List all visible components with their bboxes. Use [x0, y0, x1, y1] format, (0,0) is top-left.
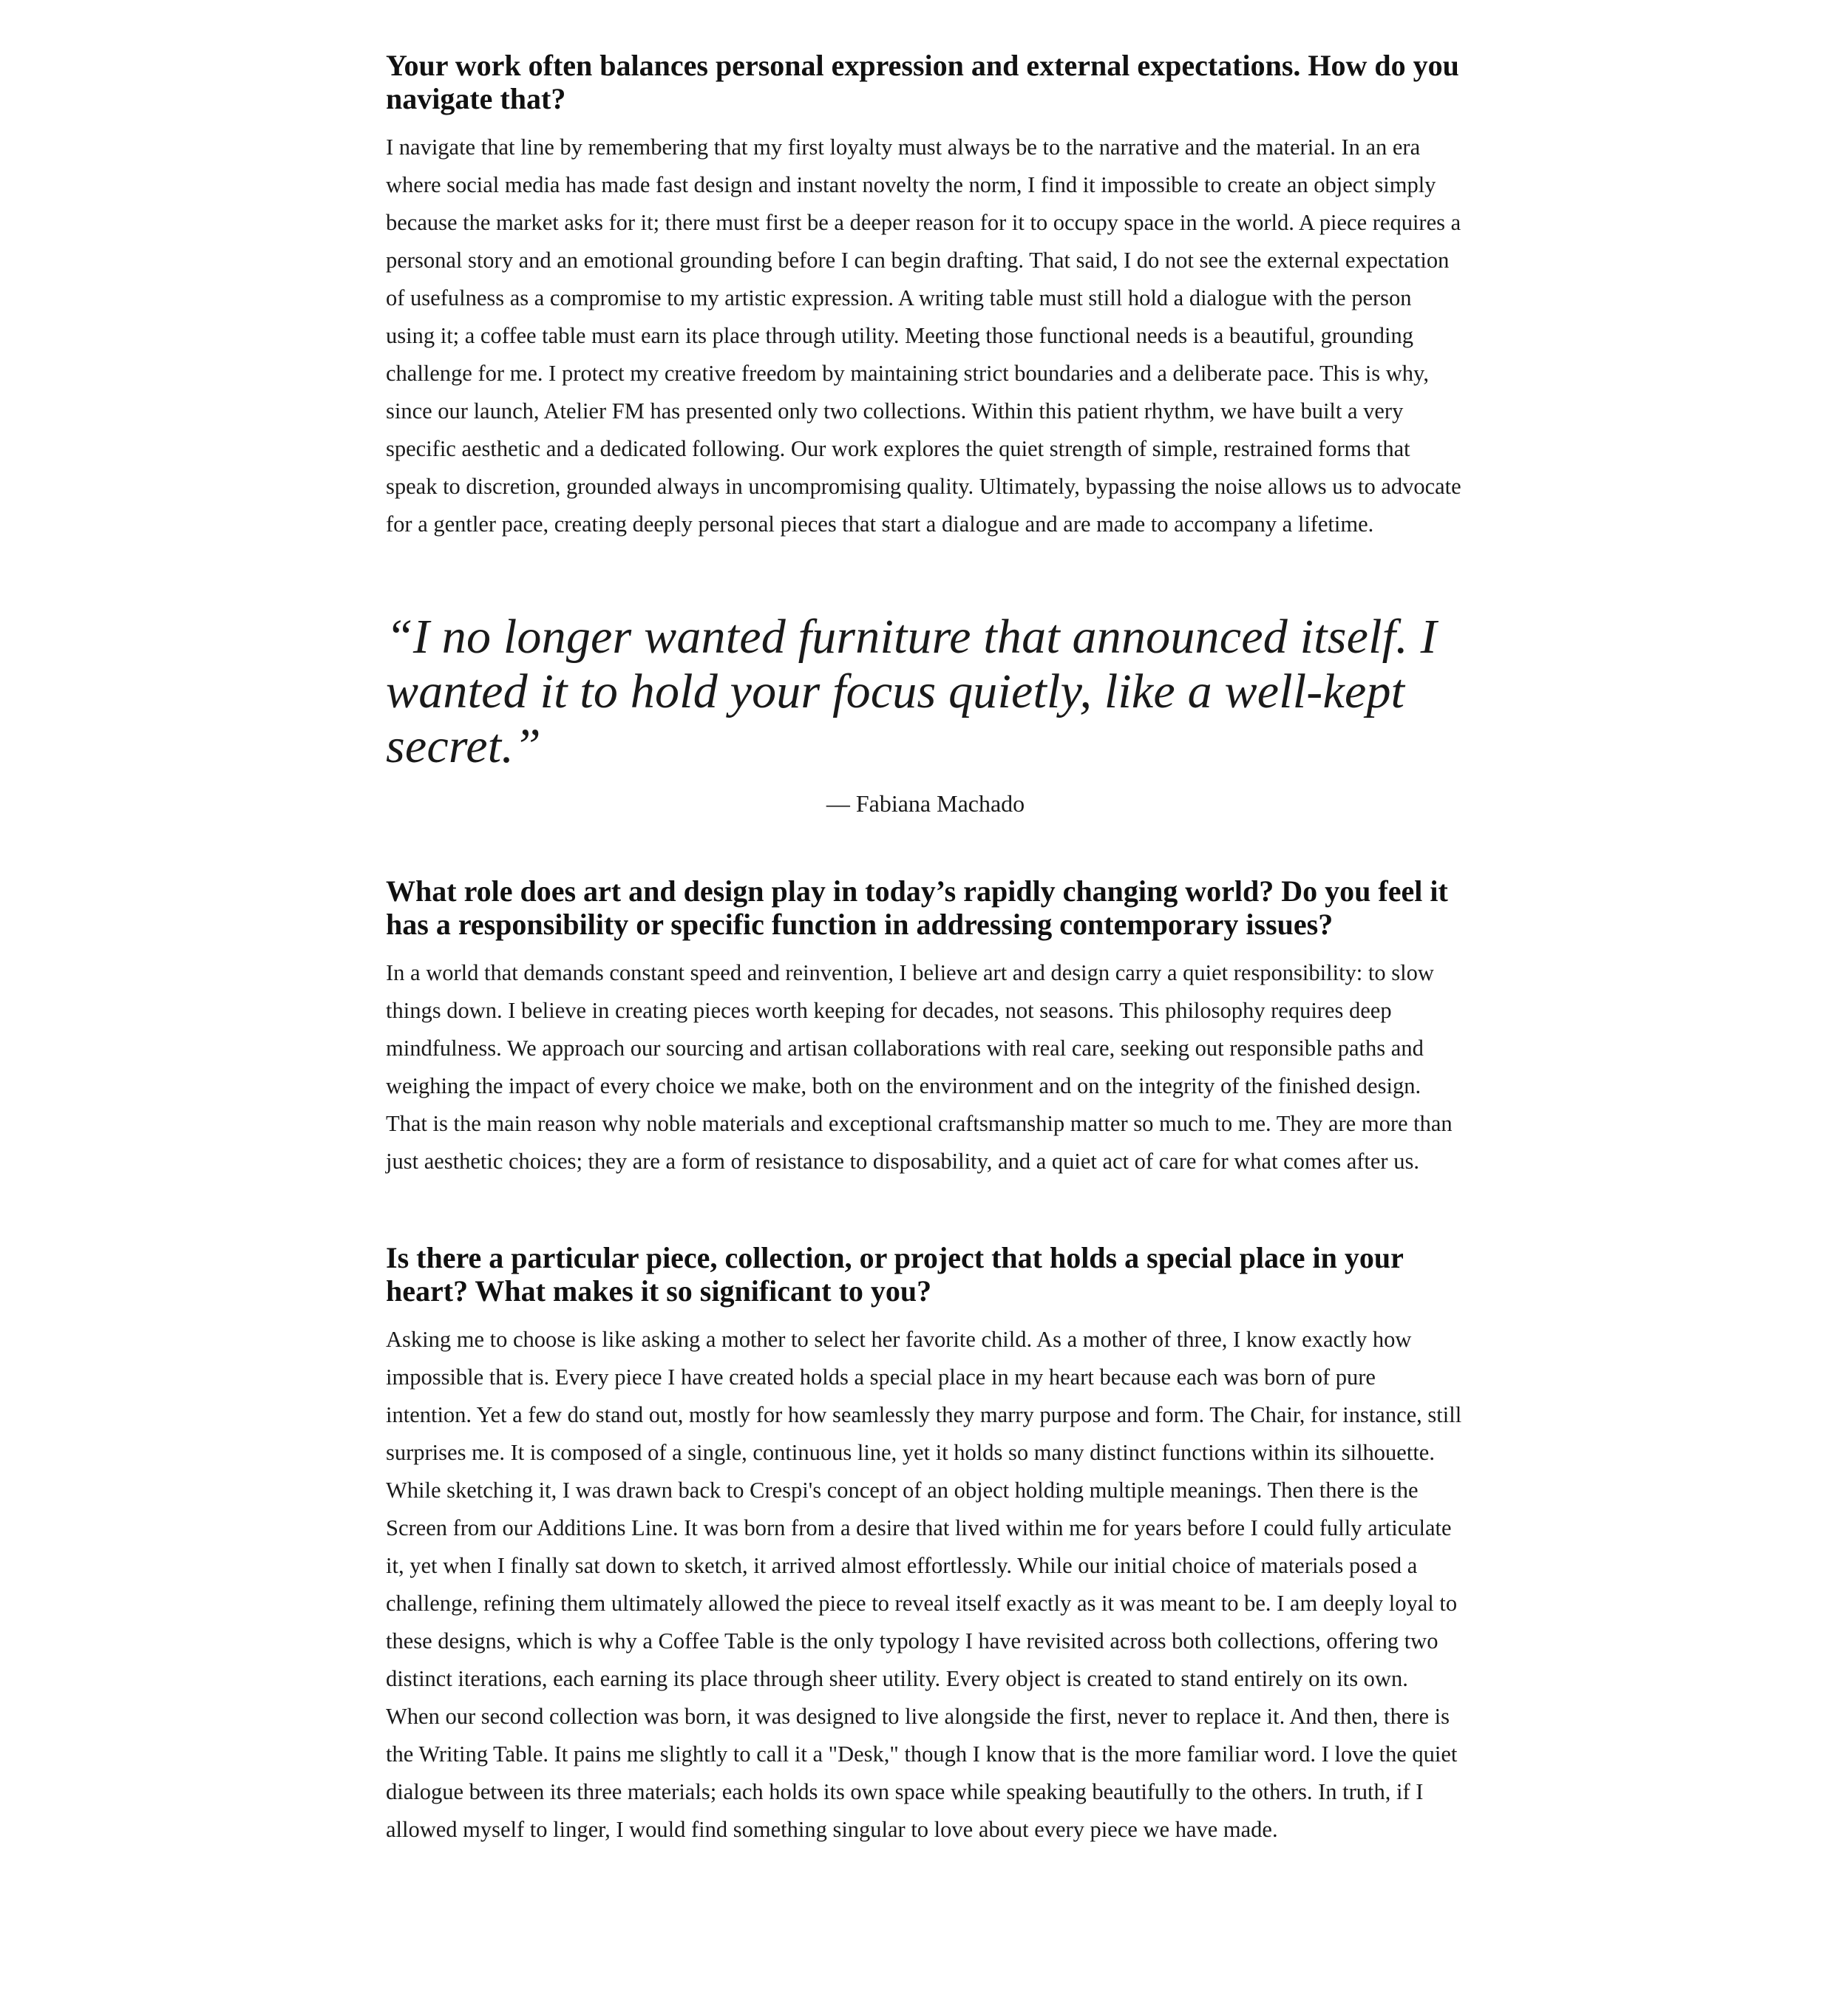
- pull-quote-attribution: — Fabiana Machado: [826, 790, 1025, 817]
- interview-question: What role does art and design play in today’s rapidly changing world? Do you feel it has a responsibility or specific function in addressing contemporary issues?: [386, 874, 1448, 941]
- interview-question: Your work often balances personal expression and external expectations. How do you navigate that?: [386, 49, 1459, 115]
- interview-answer: I navigate that line by remembering that my first loyalty must always be to the narrative and the material. In an era where social media has made fast design and instant novelty the norm, I find it impossible to create an object simply because the market asks for it; there must first be a deeper reason for it to occupy space in the world. A piece requires a personal story and an emotional grounding before I can begin drafting. That said, I do not see the external expectation of usefulness as a compromise to my artistic expression. A writing table must still hold a dialogue with the person using it; a coffee table must earn its place through utility. Meeting those functional needs is a beautiful, grounding challenge for me. I protect my creative freedom by maintaining strict boundaries and a deliberate pace. This is why, since our launch, Atelier FM has presented only two collections. Within this patient rhythm, we have built a very specific aesthetic and a dedicated following. Our work explores the quiet strength of simple, restrained forms that speak to discretion, grounded always in uncompromising quality. Ultimately, bypassing the noise allows us to advocate for a gentler pace, creating deeply personal pieces that start a dialogue and are made to accompany a lifetime.: [386, 135, 1461, 537]
- interview-answer: In a world that demands constant speed and reinvention, I believe art and design carry a quiet responsibility: to slow things down. I believe in creating pieces worth keeping for decades, not seasons. This philosophy requires deep mindfulness. We approach our sourcing and artisan collaborations with real care, seeking out responsible paths and weighing the impact of every choice we make, both on the environment and on the integrity of the finished design. That is the main reason why noble materials and exceptional craftsmanship matter so much to me. They are more than just aesthetic choices; they are a form of resistance to disposability, and a quiet act of care for what comes after us.: [386, 960, 1453, 1174]
- interview-question: Is there a particular piece, collection, or project that holds a special place in your heart? What makes it so significant to you?: [386, 1241, 1404, 1308]
- pull-quote-text: “I no longer wanted furniture that announced itself. I wanted it to hold your focus quietly, like a well-kept secret.”: [386, 610, 1437, 773]
- interview-answer: Asking me to choose is like asking a mother to select her favorite child. As a mother of three, I know exactly how impossible that is. Every piece I have created holds a special place in my heart because each was born of pure intention. Yet a few do stand out, mostly for how seamlessly they marry purpose and form. The Chair, for instance, still surprises me. It is composed of a single, continuous line, yet it holds so many distinct functions within its silhouette. While sketching it, I was drawn back to Crespi's concept of an object holding multiple meanings. Then there is the Screen from our Additions Line. It was born from a desire that lived within me for years before I could fully articulate it, yet when I finally sat down to sketch, it arrived almost effortlessly. While our initial choice of materials posed a challenge, refining them ultimately allowed the piece to reveal itself exactly as it was meant to be. I am deeply loyal to these designs, which is why a Coffee Table is the only typology I have revisited across both collections, offering two distinct iterations, each earning its place through sheer utility. Every object is created to stand entirely on its own. When our second collection was born, it was designed to live alongside the first, never to replace it. And then, there is the Writing Table. It pains me slightly to call it a "Desk," though I know that is the more familiar word. I love the quiet dialogue between its three materials; each holds its own space while speaking beautifully to the others. In truth, if I allowed myself to linger, I would find something singular to love about every piece we have made.: [386, 1327, 1462, 1842]
- interview-section-special-piece: [386, 1241, 1465, 1849]
- interview-article: [386, 49, 1465, 1849]
- interview-section-role-of-design: [386, 874, 1465, 1180]
- pull-quote: [386, 610, 1465, 818]
- interview-section-personal-expression: [386, 49, 1465, 543]
